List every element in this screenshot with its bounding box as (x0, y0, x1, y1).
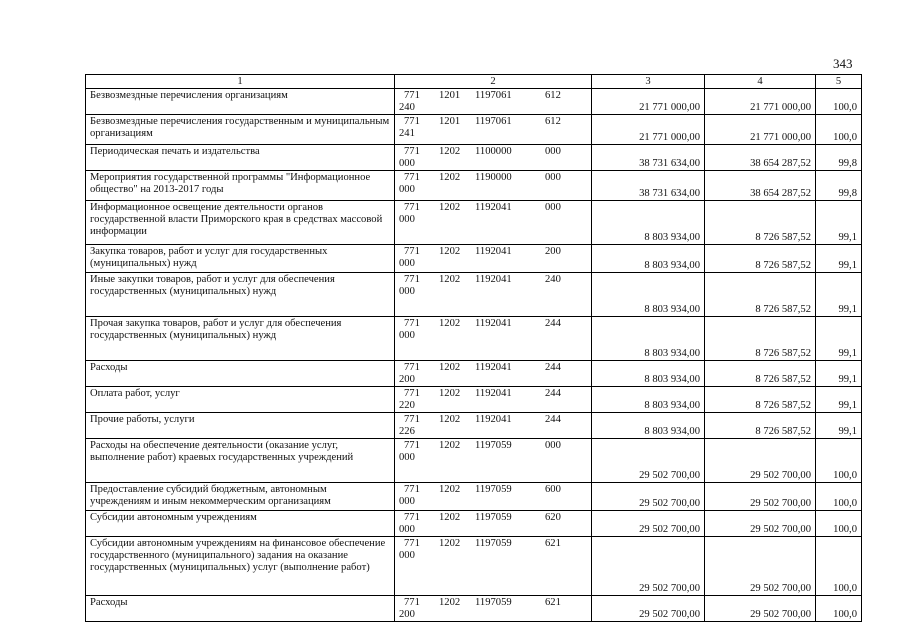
row-name: Информационное освещение деятельности органов государственной власти Приморского края в средствах массовой информации (86, 201, 395, 245)
table-row (86, 511, 862, 537)
code-part: 000 (399, 158, 415, 169)
code-part: 000 (399, 496, 415, 507)
code-part: 240 (545, 274, 561, 285)
value-percent: 100,0 (816, 115, 862, 145)
row-name: Периодическая печать и издательства (86, 145, 395, 171)
row-codes (395, 511, 592, 537)
table-row (86, 361, 862, 387)
table-row (86, 317, 862, 361)
budget-table (85, 74, 862, 622)
value-percent: 99,1 (816, 317, 862, 361)
code-part: 771 (404, 362, 420, 373)
value-percent: 100,0 (816, 596, 862, 622)
code-part: 612 (545, 116, 561, 127)
row-name: Расходы (86, 596, 395, 622)
value-actual: 8 726 587,52 (705, 387, 816, 413)
value-percent: 100,0 (816, 483, 862, 511)
row-codes (395, 273, 592, 317)
code-part: 1202 (439, 414, 461, 425)
value-plan: 29 502 700,00 (592, 537, 705, 596)
code-part: 1192041 (475, 202, 512, 213)
row-codes (395, 317, 592, 361)
code-part: 1202 (439, 172, 461, 183)
code-part: 1202 (439, 538, 461, 549)
code-part: 220 (399, 400, 415, 411)
code-part: 771 (404, 414, 420, 425)
code-part: 1190000 (475, 172, 512, 183)
value-actual: 38 654 287,52 (705, 145, 816, 171)
value-percent: 99,8 (816, 145, 862, 171)
code-part: 1192041 (475, 362, 512, 373)
value-actual: 29 502 700,00 (705, 483, 816, 511)
row-codes (395, 413, 592, 439)
code-part: 000 (545, 146, 561, 157)
code-part: 771 (404, 538, 420, 549)
value-actual: 29 502 700,00 (705, 596, 816, 622)
code-part: 244 (545, 362, 561, 373)
row-name: Иные закупки товаров, работ и услуг для обеспечения государственных (муниципальных) нужд (86, 273, 395, 317)
value-actual: 8 726 587,52 (705, 317, 816, 361)
row-codes (395, 483, 592, 511)
value-plan: 38 731 634,00 (592, 145, 705, 171)
code-part: 1197059 (475, 538, 512, 549)
table-row (86, 145, 862, 171)
code-part: 771 (404, 90, 420, 101)
row-codes (395, 89, 592, 115)
value-actual: 8 726 587,52 (705, 201, 816, 245)
row-codes (395, 537, 592, 596)
row-name: Расходы (86, 361, 395, 387)
code-part: 244 (545, 388, 561, 399)
value-percent: 100,0 (816, 439, 862, 483)
value-actual: 29 502 700,00 (705, 537, 816, 596)
code-part: 1197059 (475, 440, 512, 451)
code-part: 1202 (439, 274, 461, 285)
code-part: 1202 (439, 484, 461, 495)
code-part: 1202 (439, 388, 461, 399)
row-codes (395, 387, 592, 413)
code-part: 1192041 (475, 388, 512, 399)
value-plan: 29 502 700,00 (592, 511, 705, 537)
row-codes (395, 245, 592, 273)
value-plan: 8 803 934,00 (592, 413, 705, 439)
page-number: 343 (833, 56, 853, 71)
code-part: 771 (404, 484, 420, 495)
value-plan: 8 803 934,00 (592, 361, 705, 387)
code-part: 000 (399, 524, 415, 535)
code-part: 1192041 (475, 414, 512, 425)
table-row (86, 483, 862, 511)
code-part: 244 (545, 318, 561, 329)
code-part: 200 (399, 374, 415, 385)
value-actual: 38 654 287,52 (705, 171, 816, 201)
row-name: Безвозмездные перечисления организациям (86, 89, 395, 115)
value-actual: 8 726 587,52 (705, 413, 816, 439)
row-codes (395, 145, 592, 171)
code-part: 771 (404, 318, 420, 329)
code-part: 1192041 (475, 318, 512, 329)
code-part: 771 (404, 172, 420, 183)
code-part: 000 (399, 330, 415, 341)
value-percent: 99,1 (816, 387, 862, 413)
code-part: 240 (399, 102, 415, 113)
row-name: Расходы на обеспечение деятельности (оказание услуг, выполнение работ) краевых государственных учреждений (86, 439, 395, 483)
code-part: 600 (545, 484, 561, 495)
code-part: 621 (545, 597, 561, 608)
value-plan: 29 502 700,00 (592, 483, 705, 511)
code-part: 1197059 (475, 512, 512, 523)
value-plan: 21 771 000,00 (592, 89, 705, 115)
value-percent: 99,1 (816, 273, 862, 317)
value-actual: 29 502 700,00 (705, 511, 816, 537)
row-name: Мероприятия государственной программы "Информационное общество" на 2013-2017 годы (86, 171, 395, 201)
table-row (86, 413, 862, 439)
value-actual: 21 771 000,00 (705, 115, 816, 145)
row-codes (395, 596, 592, 622)
value-plan: 38 731 634,00 (592, 171, 705, 201)
code-part: 1201 (439, 116, 461, 127)
code-part: 000 (399, 214, 415, 225)
value-plan: 8 803 934,00 (592, 245, 705, 273)
value-percent: 100,0 (816, 89, 862, 115)
table-row (86, 245, 862, 273)
value-plan: 21 771 000,00 (592, 115, 705, 145)
row-codes (395, 115, 592, 145)
code-part: 1100000 (475, 146, 512, 157)
row-codes (395, 361, 592, 387)
code-part: 1202 (439, 440, 461, 451)
code-part: 1202 (439, 202, 461, 213)
code-part: 1197059 (475, 597, 512, 608)
header-cell: 4 (705, 75, 816, 89)
code-part: 1197061 (475, 90, 512, 101)
code-part: 771 (404, 597, 420, 608)
value-percent: 99,1 (816, 201, 862, 245)
header-row (86, 75, 862, 89)
code-part: 1202 (439, 318, 461, 329)
row-name: Прочие работы, услуги (86, 413, 395, 439)
value-actual: 8 726 587,52 (705, 361, 816, 387)
code-part: 000 (399, 452, 415, 463)
value-actual: 8 726 587,52 (705, 245, 816, 273)
value-percent: 99,8 (816, 171, 862, 201)
code-part: 000 (399, 258, 415, 269)
table-row (86, 201, 862, 245)
value-percent: 99,1 (816, 245, 862, 273)
code-part: 1201 (439, 90, 461, 101)
code-part: 000 (399, 184, 415, 195)
code-part: 771 (404, 202, 420, 213)
code-part: 771 (404, 388, 420, 399)
code-part: 612 (545, 90, 561, 101)
table-row (86, 439, 862, 483)
table-row (86, 537, 862, 596)
code-part: 1192041 (475, 274, 512, 285)
code-part: 000 (545, 172, 561, 183)
code-part: 771 (404, 146, 420, 157)
row-name: Субсидии автономным учреждениям на финансовое обеспечение государственного (муниципального) задания на оказание государственных (муниципальных) услуг (выполнение работ) (86, 537, 395, 596)
code-part: 000 (545, 202, 561, 213)
code-part: 244 (545, 414, 561, 425)
code-part: 241 (399, 128, 415, 139)
code-part: 1202 (439, 362, 461, 373)
code-part: 1202 (439, 146, 461, 157)
code-part: 620 (545, 512, 561, 523)
code-part: 000 (399, 286, 415, 297)
code-part: 000 (399, 550, 415, 561)
value-plan: 29 502 700,00 (592, 439, 705, 483)
value-actual: 29 502 700,00 (705, 439, 816, 483)
value-percent: 99,1 (816, 413, 862, 439)
row-codes (395, 439, 592, 483)
code-part: 1202 (439, 512, 461, 523)
row-codes (395, 201, 592, 245)
code-part: 771 (404, 116, 420, 127)
row-name: Закупка товаров, работ и услуг для государственных (муниципальных) нужд (86, 245, 395, 273)
row-name: Предоставление субсидий бюджетным, автономным учреждениям и иным некоммерческим организациям (86, 483, 395, 511)
value-plan: 8 803 934,00 (592, 201, 705, 245)
value-percent: 100,0 (816, 537, 862, 596)
code-part: 226 (399, 426, 415, 437)
value-percent: 99,1 (816, 361, 862, 387)
code-part: 771 (404, 246, 420, 257)
value-plan: 8 803 934,00 (592, 387, 705, 413)
row-name: Субсидии автономным учреждениям (86, 511, 395, 537)
code-part: 200 (399, 609, 415, 620)
header-cell: 3 (592, 75, 705, 89)
row-name: Прочая закупка товаров, работ и услуг для обеспечения государственных (муниципальных) нужд (86, 317, 395, 361)
code-part: 771 (404, 440, 420, 451)
code-part: 771 (404, 512, 420, 523)
value-plan: 8 803 934,00 (592, 317, 705, 361)
header-cell: 2 (395, 75, 592, 89)
table-row (86, 171, 862, 201)
value-plan: 8 803 934,00 (592, 273, 705, 317)
table-row (86, 596, 862, 622)
code-part: 1202 (439, 246, 461, 257)
header-cell: 5 (816, 75, 862, 89)
value-actual: 8 726 587,52 (705, 273, 816, 317)
row-codes (395, 171, 592, 201)
header-cell: 1 (86, 75, 395, 89)
code-part: 200 (545, 246, 561, 257)
table-row (86, 89, 862, 115)
row-name: Безвозмездные перечисления государственным и муниципальным организациям (86, 115, 395, 145)
row-name: Оплата работ, услуг (86, 387, 395, 413)
code-part: 771 (404, 274, 420, 285)
value-actual: 21 771 000,00 (705, 89, 816, 115)
code-part: 1202 (439, 597, 461, 608)
value-plan: 29 502 700,00 (592, 596, 705, 622)
table-row (86, 387, 862, 413)
code-part: 1197061 (475, 116, 512, 127)
value-percent: 100,0 (816, 511, 862, 537)
code-part: 000 (545, 440, 561, 451)
code-part: 1192041 (475, 246, 512, 257)
table-row (86, 273, 862, 317)
code-part: 1197059 (475, 484, 512, 495)
table-row (86, 115, 862, 145)
code-part: 621 (545, 538, 561, 549)
